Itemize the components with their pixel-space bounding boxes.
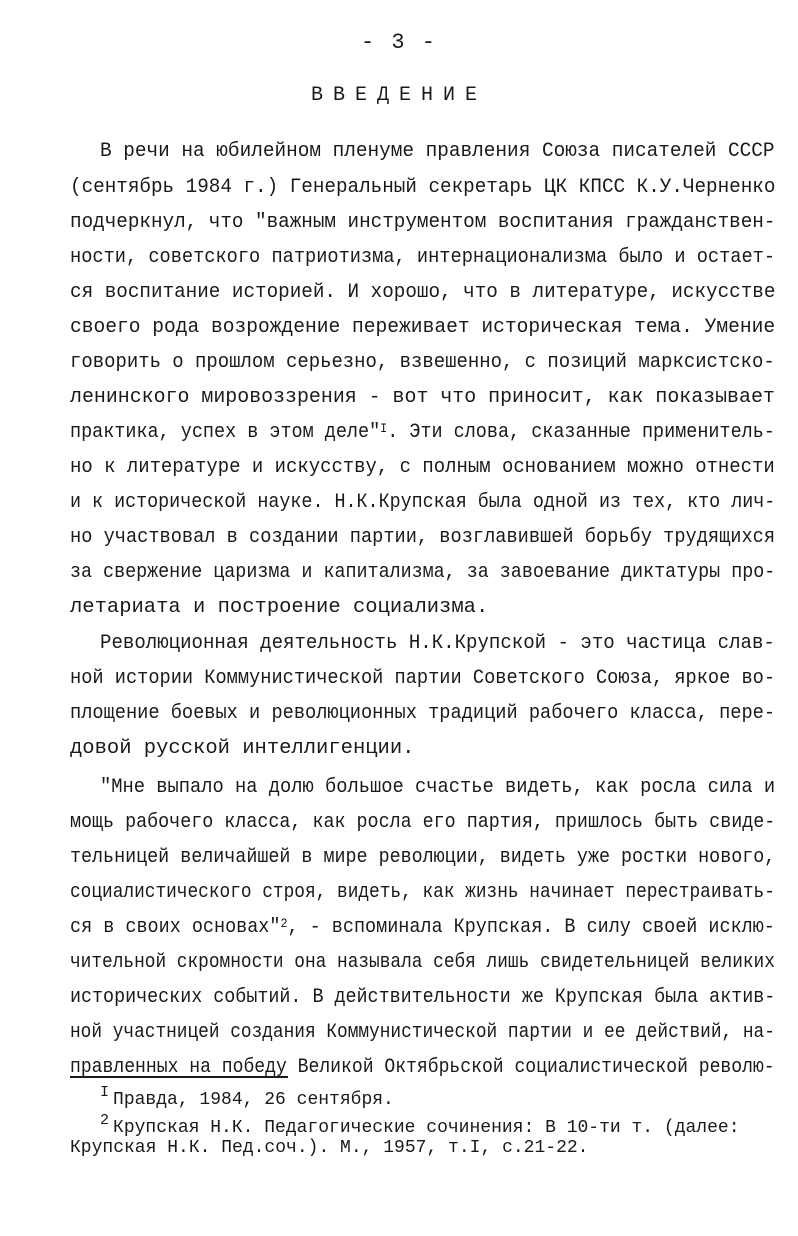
body-line: говорить о прошлом серьезно, взвешенно, с позиций марксистско-	[70, 351, 775, 374]
footnote-divider	[70, 1076, 288, 1078]
body-line-tail: , - вспоминала Крупская. В силу своей исклю-	[287, 916, 775, 939]
body-line: правленных на победу Великой Октябрьской социалистической револю-	[70, 1056, 775, 1079]
body-line: чительной скромности она называла себя лишь свидетельницей великих	[70, 951, 775, 974]
footnote-1	[100, 1084, 394, 1111]
body-line-with-footnote	[70, 916, 775, 940]
body-line: В речи на юбилейном пленуме правления Союза писателей СССР	[100, 140, 775, 163]
footnote-text: Крупская Н.К. Педагогические сочинения: В 10-ти т. (далее:	[113, 1118, 740, 1138]
body-line: ности, советского патриотизма, интернационализма было и остает-	[70, 246, 776, 269]
body-line-head: ся в своих основах"	[70, 916, 281, 939]
body-line: но участвовал в создании партии, возглавившей борьбу трудящихся	[70, 526, 776, 549]
body-line: тельницей величайшей в мире революции, видеть уже ростки нового,	[70, 846, 776, 869]
footnote-reference-2: 2	[280, 916, 288, 931]
body-line: (сентябрь 1984 г.) Генеральный секретарь ЦК КПСС К.У.Черненко	[70, 176, 776, 199]
body-line: ной истории Коммунистической партии Советского Союза, яркое во-	[70, 667, 776, 690]
footnote-2	[100, 1112, 740, 1139]
body-line: исторических событий. В действительности же Крупская была актив-	[70, 986, 776, 1009]
body-line-with-footnote	[70, 421, 775, 445]
footnote-mark: 2	[100, 1112, 110, 1129]
body-line: ся воспитание историей. И хорошо, что в литературе, искусстве	[70, 281, 776, 304]
body-line: "Мне выпало на долю большое счастье видеть, как росла сила и	[100, 776, 776, 799]
footnote-mark: I	[100, 1084, 110, 1101]
footnote-2-continuation: Крупская Н.К. Пед.соч.). М., 1957, т.I, с.21-22.	[70, 1138, 589, 1158]
body-line: но к литературе и искусству, с полным основанием можно отнести	[70, 456, 775, 479]
body-line: за свержение царизма и капитализма, за завоевание диктатуры про-	[70, 561, 776, 584]
footnote-reference-1: I	[380, 421, 388, 436]
body-line: ленинского мировоззрения - вот что приносит, как показывает	[70, 386, 775, 409]
page-number: - 3 -	[360, 30, 437, 55]
body-line: своего рода возрождение переживает историческая тема. Умение	[70, 316, 776, 339]
body-line: летариата и построение социализма.	[70, 596, 489, 619]
body-line: площение боевых и революционных традиций рабочего класса, пере-	[70, 702, 776, 725]
section-title: ВВЕДЕНИЕ	[310, 84, 487, 107]
body-line: Революционная деятельность Н.К.Крупской - это частица слав-	[100, 632, 775, 655]
body-line: мощь рабочего класса, как росла его партия, пришлось быть свиде-	[70, 811, 776, 834]
body-line: подчеркнул, что "важным инструментом воспитания гражданствен-	[70, 211, 776, 234]
footnote-text: Правда, 1984, 26 сентября.	[113, 1090, 394, 1110]
body-line: ной участницей создания Коммунистической партии и ее действий, на-	[70, 1021, 775, 1044]
body-line: довой русской интеллигенции.	[70, 737, 415, 760]
body-line: социалистического строя, видеть, как жизнь начинает перестраивать-	[70, 881, 775, 904]
body-line-head: практика, успех в этом деле"	[70, 421, 381, 444]
body-line: и к исторической науке. Н.К.Крупская была одной из тех, кто лич-	[70, 491, 776, 514]
body-line-tail: . Эти слова, сказанные применитель-	[387, 421, 775, 444]
